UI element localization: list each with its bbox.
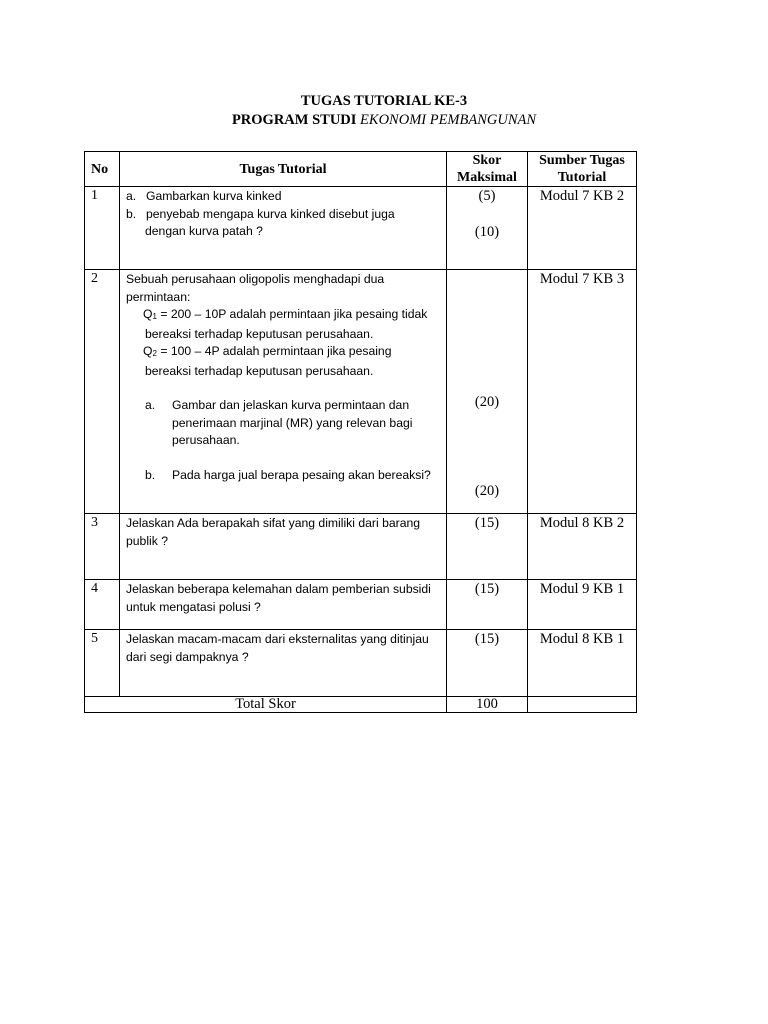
source-cell bbox=[528, 270, 637, 514]
item-text: permintaan: bbox=[126, 289, 191, 304]
row-number: 2 bbox=[85, 270, 120, 514]
item-text: Pada harga jual berapa pesaing akan bereaksi? bbox=[172, 467, 431, 482]
equation-text: = 200 – 10P adalah permintaan jika pesaing tidak bbox=[156, 307, 428, 321]
task-cell bbox=[120, 187, 447, 270]
program-name: EKONOMI PEMBANGUNAN bbox=[360, 112, 537, 128]
row-number: 1 bbox=[85, 187, 120, 270]
equation-text: = 100 – 4P adalah permintaan jika pesaing bbox=[156, 344, 392, 358]
score-value: (15) bbox=[474, 631, 500, 647]
source-value: Modul 9 KB 1 bbox=[539, 581, 625, 597]
table-row bbox=[85, 187, 637, 270]
item-label: a. bbox=[126, 189, 137, 203]
task-cell bbox=[120, 630, 447, 697]
tutorial-task-table bbox=[84, 151, 637, 713]
score-value: (10) bbox=[474, 224, 500, 240]
table-row bbox=[85, 514, 637, 580]
item-text: untuk mengatasi polusi ? bbox=[126, 599, 261, 614]
total-source-empty bbox=[528, 697, 637, 713]
item-text: publik ? bbox=[126, 533, 169, 548]
equation-q2 bbox=[126, 343, 442, 363]
header-score-line2: Maksimal bbox=[457, 170, 517, 185]
source-cell bbox=[528, 630, 637, 697]
item-text: Gambar dan jelaskan kurva permintaan dan bbox=[172, 398, 410, 412]
item-text: Gambarkan kurva kinked bbox=[146, 189, 282, 203]
table-header-row bbox=[85, 152, 637, 187]
header-score-line1: Skor bbox=[472, 153, 502, 168]
total-value: 100 bbox=[447, 697, 528, 713]
total-label: Total Skor bbox=[85, 697, 447, 713]
table-row bbox=[85, 270, 637, 514]
score-cell bbox=[447, 580, 528, 630]
q-subscript: 2 bbox=[152, 349, 157, 358]
task-cell bbox=[120, 270, 447, 514]
item-text: dengan kurva patah ? bbox=[145, 224, 263, 238]
item-text: penyebab mengapa kurva kinked disebut juga bbox=[146, 206, 395, 221]
item-text: dari segi dampaknya ? bbox=[126, 649, 249, 664]
item-text: Jelaskan beberapa kelemahan dalam pemberian subsidi bbox=[126, 582, 431, 596]
row-number: 3 bbox=[85, 514, 120, 580]
header-score bbox=[447, 152, 528, 187]
item-label: b. bbox=[126, 206, 137, 221]
table-row bbox=[85, 580, 637, 630]
header-no: No bbox=[85, 152, 120, 187]
program-label: PROGRAM STUDI bbox=[231, 112, 357, 128]
program-line bbox=[0, 112, 768, 129]
header-source bbox=[528, 152, 637, 187]
q-subscript: 1 bbox=[152, 312, 157, 321]
item-text: perusahaan. bbox=[172, 433, 240, 447]
item-text: bereaksi terhadap keputusan perusahaan. bbox=[145, 326, 374, 341]
equation-q1 bbox=[126, 306, 442, 326]
item-text: penerimaan marjinal (MR) yang relevan bagi bbox=[172, 415, 413, 430]
score-cell bbox=[447, 187, 528, 270]
total-row bbox=[85, 697, 637, 713]
score-value: (15) bbox=[474, 515, 500, 531]
item-text: Sebuah perusahaan oligopolis menghadapi dua bbox=[126, 272, 385, 286]
source-value: Modul 7 KB 3 bbox=[539, 271, 625, 287]
task-cell bbox=[120, 514, 447, 580]
q-symbol: Q bbox=[143, 307, 153, 321]
header-source-line2: Tutorial bbox=[557, 170, 607, 185]
item-text: Jelaskan macam-macam dari eksternalitas yang ditinjau bbox=[126, 632, 429, 646]
source-value: Modul 7 KB 2 bbox=[539, 188, 625, 204]
score-value: (20) bbox=[474, 483, 500, 499]
q-symbol: Q bbox=[143, 344, 153, 358]
source-cell bbox=[528, 580, 637, 630]
score-cell bbox=[447, 630, 528, 697]
source-value: Modul 8 KB 2 bbox=[539, 515, 625, 531]
item-label: a. bbox=[145, 398, 156, 412]
table-row bbox=[85, 630, 637, 697]
row-number: 5 bbox=[85, 630, 120, 697]
score-value: (15) bbox=[474, 581, 500, 597]
score-cell bbox=[447, 514, 528, 580]
score-value: (20) bbox=[474, 394, 500, 410]
item-text: bereaksi terhadap keputusan perusahaan. bbox=[145, 363, 374, 378]
header-source-line1: Sumber Tugas bbox=[539, 153, 625, 168]
document-title: TUGAS TUTORIAL KE-3 bbox=[300, 93, 468, 109]
item-text: Jelaskan Ada berapakah sifat yang dimiliki dari barang bbox=[126, 516, 421, 530]
source-cell bbox=[528, 514, 637, 580]
task-cell bbox=[120, 580, 447, 630]
score-value: (5) bbox=[478, 188, 496, 204]
score-cell bbox=[447, 270, 528, 514]
source-value: Modul 8 KB 1 bbox=[539, 631, 625, 647]
header-task: Tugas Tutorial bbox=[120, 152, 447, 187]
row-number: 4 bbox=[85, 580, 120, 630]
item-label: b. bbox=[145, 467, 156, 482]
source-cell bbox=[528, 187, 637, 270]
